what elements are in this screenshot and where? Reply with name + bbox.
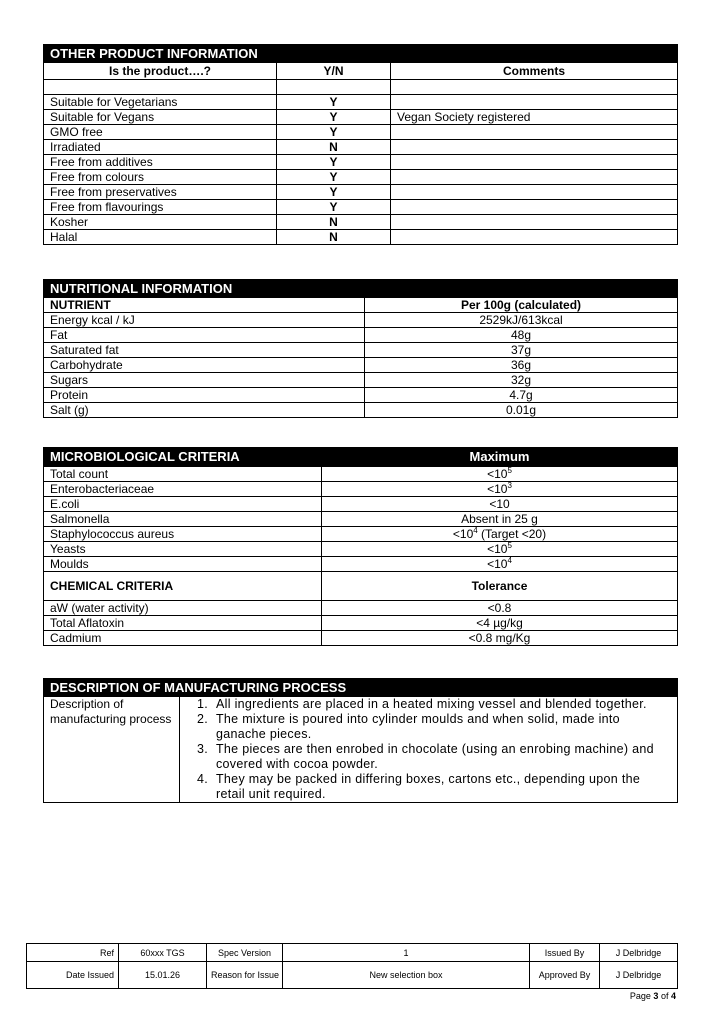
- step-number: 3.: [196, 742, 208, 756]
- spacer-cell: [277, 80, 391, 95]
- micro-maximum: [322, 482, 678, 497]
- table-row: [44, 328, 678, 343]
- table-row: [44, 467, 678, 482]
- process-step: [186, 712, 667, 742]
- row-label: GMO free: [44, 125, 277, 140]
- micro-label: Staphylococcus aureus: [44, 527, 322, 542]
- nutrient-label: Saturated fat: [44, 343, 365, 358]
- chemical-label: aW (water activity): [44, 601, 322, 616]
- value-base: <10: [452, 527, 474, 541]
- row-label: Irradiated: [44, 140, 277, 155]
- chemical-tolerance: <0.8 mg/Kg: [322, 631, 678, 646]
- issued-by-value: J Delbridge: [600, 944, 678, 962]
- yn-value: Y: [277, 155, 391, 170]
- table-row: [44, 403, 678, 418]
- section-title: MICROBIOLOGICAL CRITERIA: [44, 448, 322, 467]
- process-steps-list: [186, 697, 671, 802]
- process-steps-cell: [180, 697, 678, 803]
- value-exponent: 5: [507, 541, 512, 550]
- yn-value: Y: [277, 125, 391, 140]
- nutrient-value: 48g: [365, 328, 678, 343]
- table-row: [44, 542, 678, 557]
- section-title: DESCRIPTION OF MANUFACTURING PROCESS: [44, 679, 678, 697]
- row-comment: [391, 215, 678, 230]
- row-comment: [391, 140, 678, 155]
- value-base: <10: [487, 557, 508, 571]
- spec-version-label: Spec Version: [207, 944, 283, 962]
- row-comment: Vegan Society registered: [391, 110, 678, 125]
- micro-label: Total count: [44, 467, 322, 482]
- column-header-yn: Y/N: [277, 63, 391, 80]
- yn-value: N: [277, 215, 391, 230]
- chemical-tolerance: <4 µg/kg: [322, 616, 678, 631]
- table-row: [44, 155, 678, 170]
- value-exponent: 4: [473, 526, 478, 535]
- table-row: [44, 497, 678, 512]
- page-number: Page 3 of 4: [629, 991, 676, 1001]
- table-row: [44, 512, 678, 527]
- chemical-label: Cadmium: [44, 631, 322, 646]
- reason-label: Reason for Issue: [207, 962, 283, 989]
- issued-by-label: Issued By: [530, 944, 600, 962]
- row-label: Free from additives: [44, 155, 277, 170]
- manufacturing-process-table: [43, 678, 678, 803]
- other-product-info-table: [43, 44, 678, 245]
- step-number: 4.: [196, 772, 208, 786]
- yn-value: Y: [277, 110, 391, 125]
- step-text: All ingredients are placed in a heated mixing vessel and blended together.: [216, 697, 647, 711]
- value-suffix: (Target <20): [477, 527, 547, 541]
- table-row: [44, 313, 678, 328]
- process-step: [186, 742, 667, 772]
- row-label: Suitable for Vegans: [44, 110, 277, 125]
- row-comment: [391, 230, 678, 245]
- micro-label: Yeasts: [44, 542, 322, 557]
- table-row: [44, 230, 678, 245]
- chemical-tolerance: <0.8: [322, 601, 678, 616]
- micro-maximum: [322, 467, 678, 482]
- step-number: 1.: [196, 697, 208, 711]
- value-exponent: 5: [507, 466, 512, 475]
- chemical-label: Total Aflatoxin: [44, 616, 322, 631]
- reason-value: New selection box: [283, 962, 530, 989]
- value-base: <10: [487, 467, 508, 481]
- spec-version-value: 1: [283, 944, 530, 962]
- table-row: [44, 170, 678, 185]
- date-issued-value: 15.01.26: [119, 962, 207, 989]
- yn-value: N: [277, 230, 391, 245]
- column-header-comments: Comments: [391, 63, 678, 80]
- table-row: [44, 215, 678, 230]
- column-header-product: Is the product….?: [44, 63, 277, 80]
- column-header-maximum: Maximum: [322, 448, 678, 467]
- process-step: [186, 772, 667, 802]
- table-row: [44, 373, 678, 388]
- column-header-tolerance: Tolerance: [322, 572, 678, 601]
- nutrient-value: 32g: [365, 373, 678, 388]
- step-text: The mixture is poured into cylinder moulds and when solid, made into ganache pieces.: [216, 712, 620, 741]
- row-comment: [391, 200, 678, 215]
- yn-value: Y: [277, 95, 391, 110]
- step-text: They may be packed in differing boxes, cartons etc., depending upon the retail unit required.: [216, 772, 641, 801]
- step-number: 2.: [196, 712, 208, 726]
- date-issued-label: Date Issued: [27, 962, 119, 989]
- row-comment: [391, 185, 678, 200]
- nutrient-label: Sugars: [44, 373, 365, 388]
- nutrient-label: Fat: [44, 328, 365, 343]
- table-row: [44, 631, 678, 646]
- yn-value: N: [277, 140, 391, 155]
- row-comment: [391, 155, 678, 170]
- row-label: Suitable for Vegetarians: [44, 95, 277, 110]
- micro-maximum: [322, 527, 678, 542]
- column-header-nutrient: NUTRIENT: [44, 298, 365, 313]
- table-row: [44, 95, 678, 110]
- yn-value: Y: [277, 170, 391, 185]
- row-label: Free from colours: [44, 170, 277, 185]
- ref-value: 60xxx TGS: [119, 944, 207, 962]
- spacer-cell: [391, 80, 678, 95]
- table-row: [44, 482, 678, 497]
- row-comment: [391, 95, 678, 110]
- table-row: [44, 110, 678, 125]
- nutrient-label: Energy kcal / kJ: [44, 313, 365, 328]
- micro-maximum: [322, 557, 678, 572]
- nutrient-value: 4.7g: [365, 388, 678, 403]
- micro-label: E.coli: [44, 497, 322, 512]
- document-footer: [26, 943, 678, 989]
- value-base: <10: [487, 542, 508, 556]
- nutrient-label: Protein: [44, 388, 365, 403]
- table-row: [44, 343, 678, 358]
- table-row: [44, 388, 678, 403]
- row-comment: [391, 125, 678, 140]
- table-row: [44, 527, 678, 542]
- row-comment: [391, 170, 678, 185]
- table-row: [44, 200, 678, 215]
- value-base: Absent in 25 g: [461, 512, 538, 526]
- micro-label: Salmonella: [44, 512, 322, 527]
- row-label: Kosher: [44, 215, 277, 230]
- yn-value: Y: [277, 200, 391, 215]
- micro-label: Enterobacteriaceae: [44, 482, 322, 497]
- table-row: [44, 557, 678, 572]
- value-exponent: 3: [507, 481, 512, 490]
- row-label: Free from flavourings: [44, 200, 277, 215]
- approved-by-value: J Delbridge: [600, 962, 678, 989]
- nutrient-label: Carbohydrate: [44, 358, 365, 373]
- chemical-criteria-heading: CHEMICAL CRITERIA: [44, 572, 322, 601]
- table-row: [44, 185, 678, 200]
- table-row: [44, 601, 678, 616]
- nutrient-value: 0.01g: [365, 403, 678, 418]
- section-title: OTHER PRODUCT INFORMATION: [44, 45, 678, 63]
- table-row: [44, 616, 678, 631]
- value-base: <10: [487, 482, 508, 496]
- table-row: [44, 140, 678, 155]
- nutrient-value: 36g: [365, 358, 678, 373]
- process-label: Description of manufacturing process: [44, 697, 180, 803]
- column-header-per100g: Per 100g (calculated): [365, 298, 678, 313]
- table-row: [44, 358, 678, 373]
- micro-label: Moulds: [44, 557, 322, 572]
- value-exponent: 4: [507, 556, 512, 565]
- table-row: [44, 125, 678, 140]
- micro-maximum: [322, 512, 678, 527]
- spacer-cell: [44, 80, 277, 95]
- microbiological-criteria-table: [43, 447, 678, 646]
- row-label: Free from preservatives: [44, 185, 277, 200]
- ref-label: Ref: [27, 944, 119, 962]
- approved-by-label: Approved By: [530, 962, 600, 989]
- row-label: Halal: [44, 230, 277, 245]
- section-title: NUTRITIONAL INFORMATION: [44, 280, 678, 298]
- yn-value: Y: [277, 185, 391, 200]
- process-step: [186, 697, 667, 712]
- nutrient-label: Salt (g): [44, 403, 365, 418]
- micro-maximum: [322, 497, 678, 512]
- value-base: <10: [489, 497, 510, 511]
- nutritional-info-table: [43, 279, 678, 418]
- nutrient-value: 2529kJ/613kcal: [365, 313, 678, 328]
- nutrient-value: 37g: [365, 343, 678, 358]
- micro-maximum: [322, 542, 678, 557]
- step-text: The pieces are then enrobed in chocolate (using an enrobing machine) and covered with cocoa powder.: [216, 742, 654, 771]
